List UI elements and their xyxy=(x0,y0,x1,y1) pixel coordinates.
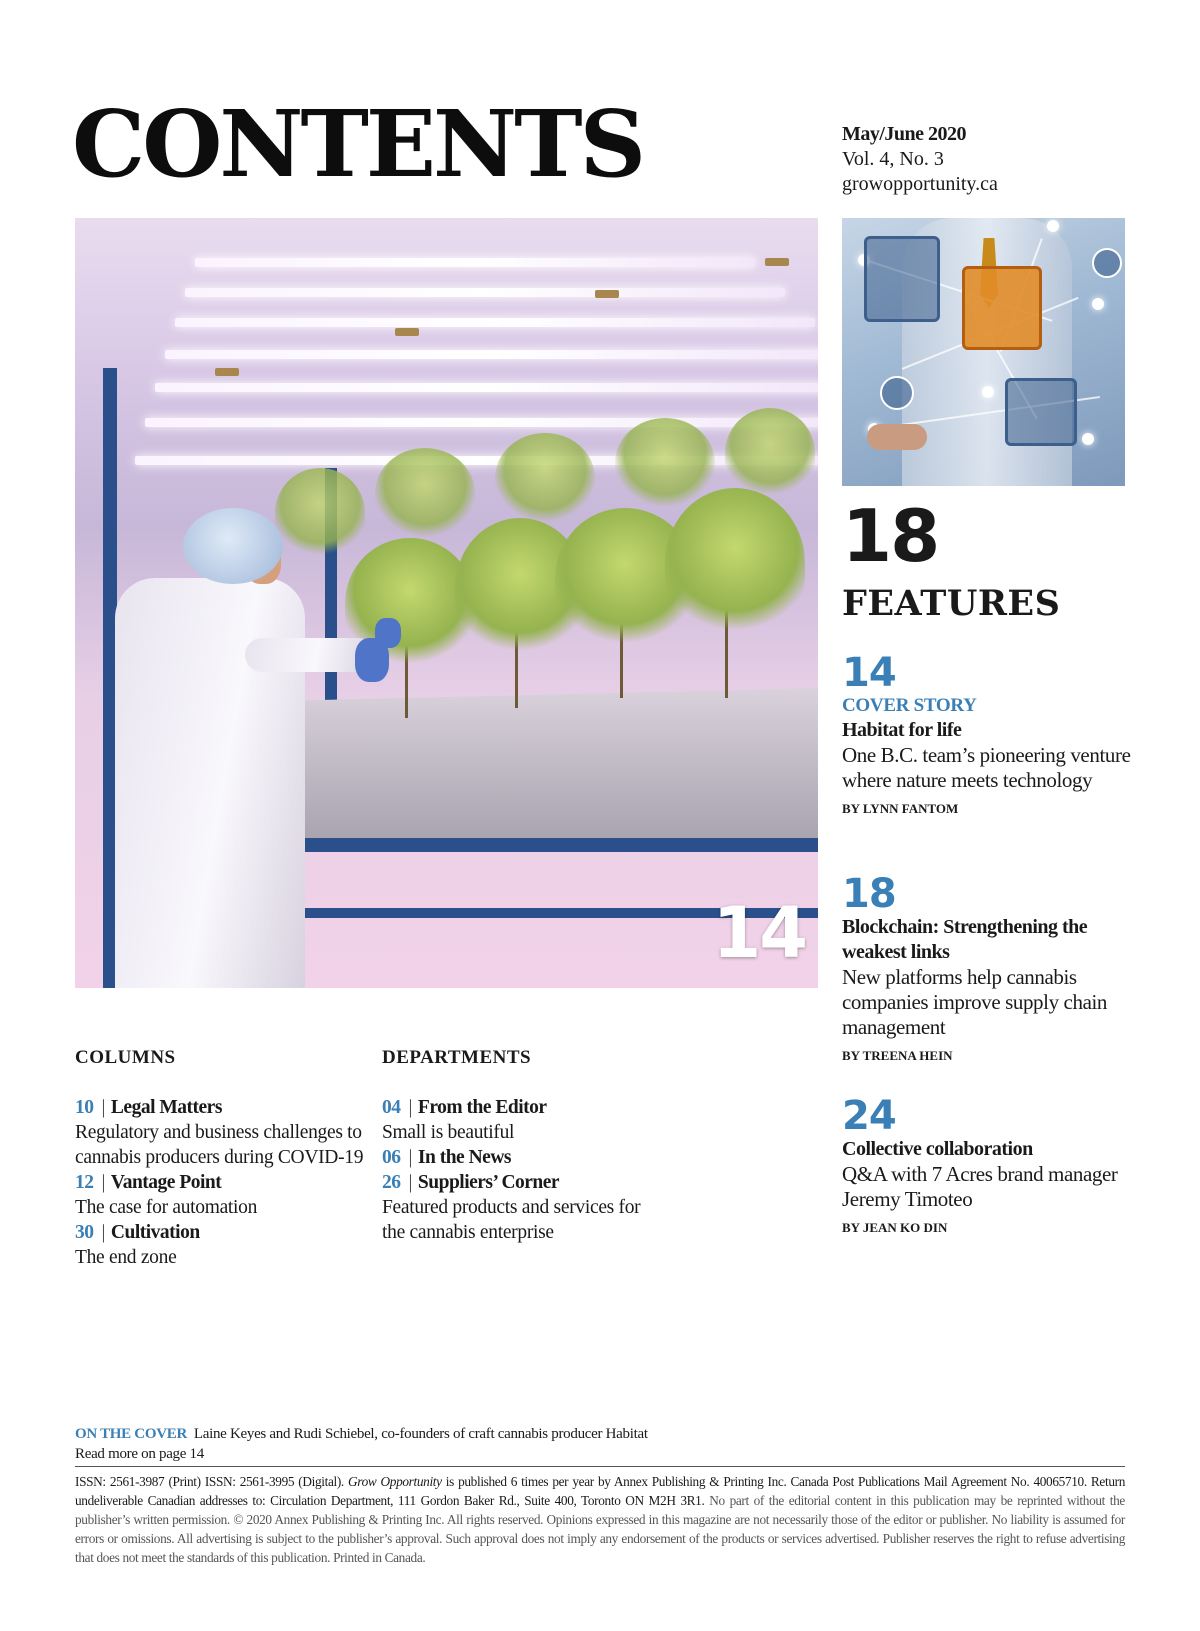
list-item[interactable]: 12 | Vantage Point The case for automation xyxy=(75,1170,365,1220)
legal-fine-print xyxy=(75,1472,1125,1567)
legal-disclaimer: No part of the editorial content in this publication may be reprinted without the publisher’s written permission. © 2020 Annex Publishing & Printing Inc. All rights reserved. Opinions expressed in this magazine are not necessarily those of the editor or publisher. No liability is assumed for errors or omissions. All advertising is subject to the publisher’s approval. Such approval does not imply any endorsement of the products or services advertised. Publisher reserves the right to refuse advertising that does not meet the standards of this publication. Printed in Canada. xyxy=(75,1493,1125,1565)
feature-title: Collective collaboration xyxy=(842,1138,1033,1160)
features-heading: FEATURES xyxy=(842,583,1061,624)
list-item[interactable]: 30 | Cultivation The end zone xyxy=(75,1220,365,1270)
columns-heading: COLUMNS xyxy=(75,1047,176,1068)
feature-description: Q&A with 7 Acres brand manager Jeremy Timoteo xyxy=(842,1162,1118,1211)
feature-title: Habitat for life xyxy=(842,719,962,741)
item-title: Legal Matters xyxy=(110,1097,222,1118)
item-title: In the News xyxy=(417,1147,511,1168)
feature-byline: BY LYNN FANTOM xyxy=(842,801,959,816)
list-item[interactable]: 04 | From the Editor Small is beautiful xyxy=(382,1095,652,1145)
feature-byline: BY JEAN KO DIN xyxy=(842,1220,948,1235)
legal-publishing-info: is published 6 times per year by Annex Publishing & Printing Inc. Canada Post Publications Mail Agreement No. 40065710. Return undeliverable Canadian addresses to: Circulation Department, 111 Gordon Baker Rd., Suite 400, Toronto ON M2H 3R1. xyxy=(75,1474,1126,1508)
feature-item[interactable] xyxy=(842,652,1142,818)
list-item[interactable]: 26 | Suppliers’ Corner Featured products and services for the cannabis enterprise xyxy=(382,1170,652,1245)
website-link[interactable]: growopportunity.ca xyxy=(842,173,998,195)
feature-page-number: 14 xyxy=(842,650,896,696)
divider xyxy=(75,1466,1125,1467)
cover-note xyxy=(75,1424,648,1464)
item-title: From the Editor xyxy=(417,1097,547,1118)
cover-photo[interactable] xyxy=(75,218,818,988)
feature-item[interactable] xyxy=(842,1095,1142,1237)
feature-page-number: 24 xyxy=(842,1093,896,1139)
departments-list xyxy=(382,1095,652,1245)
list-item[interactable]: 10 | Legal Matters Regulatory and business challenges to cannabis producers during COVID-19 xyxy=(75,1097,364,1168)
item-description: Small is beautiful xyxy=(382,1122,515,1143)
feature-description: New platforms help cannabis companies improve supply chain management xyxy=(842,965,1108,1039)
legal-magazine-name: Grow Opportunity xyxy=(348,1474,442,1489)
item-page-number: 06 xyxy=(382,1147,401,1168)
feature-kicker: COVER STORY xyxy=(842,695,977,716)
item-page-number: 04 xyxy=(382,1097,401,1118)
page-title: CONTENTS xyxy=(72,90,644,198)
item-title: Cultivation xyxy=(110,1222,200,1243)
feature-byline: BY TREENA HEIN xyxy=(842,1048,953,1063)
issue-volume: Vol. 4, No. 3 xyxy=(842,148,944,170)
features-count: 18 xyxy=(842,494,939,578)
feature-description: One B.C. team’s pioneering venture where nature meets technology xyxy=(842,743,1131,792)
item-page-number: 10 xyxy=(75,1097,94,1118)
highlighted-block-icon xyxy=(962,266,1042,350)
item-page-number: 12 xyxy=(75,1172,94,1193)
cover-note-more-link[interactable]: Read more on page 14 xyxy=(75,1446,204,1462)
item-title: Vantage Point xyxy=(110,1172,222,1193)
item-description: Regulatory and business challenges to cannabis producers during COVID-19 xyxy=(75,1122,364,1168)
legal-issn: ISSN: 2561-3987 (Print) ISSN: 2561-3995 (Digital). xyxy=(75,1474,349,1489)
issue-date: May/June 2020 xyxy=(842,123,967,145)
cover-note-label: ON THE COVER xyxy=(75,1426,187,1442)
feature-item[interactable] xyxy=(842,873,1142,1065)
item-description: The end zone xyxy=(75,1247,177,1268)
item-page-number: 26 xyxy=(382,1172,401,1193)
feature-title: Blockchain: Strengthening the weakest links xyxy=(842,916,1088,963)
feature-page-number: 18 xyxy=(842,871,896,917)
cover-page-number: 14 xyxy=(712,892,806,974)
departments-heading: DEPARTMENTS xyxy=(382,1047,532,1068)
list-item[interactable]: 06 | In the News xyxy=(382,1147,511,1168)
item-title: Suppliers’ Corner xyxy=(417,1172,560,1193)
feature-thumbnail[interactable] xyxy=(842,218,1125,486)
item-page-number: 30 xyxy=(75,1222,94,1243)
columns-list xyxy=(75,1095,365,1270)
item-description: Featured products and services for the cannabis enterprise xyxy=(382,1197,641,1243)
cover-note-text: Laine Keyes and Rudi Schiebel, co-founders of craft cannabis producer Habitat xyxy=(193,1426,648,1442)
item-description: The case for automation xyxy=(75,1197,258,1218)
issue-info xyxy=(842,122,998,197)
